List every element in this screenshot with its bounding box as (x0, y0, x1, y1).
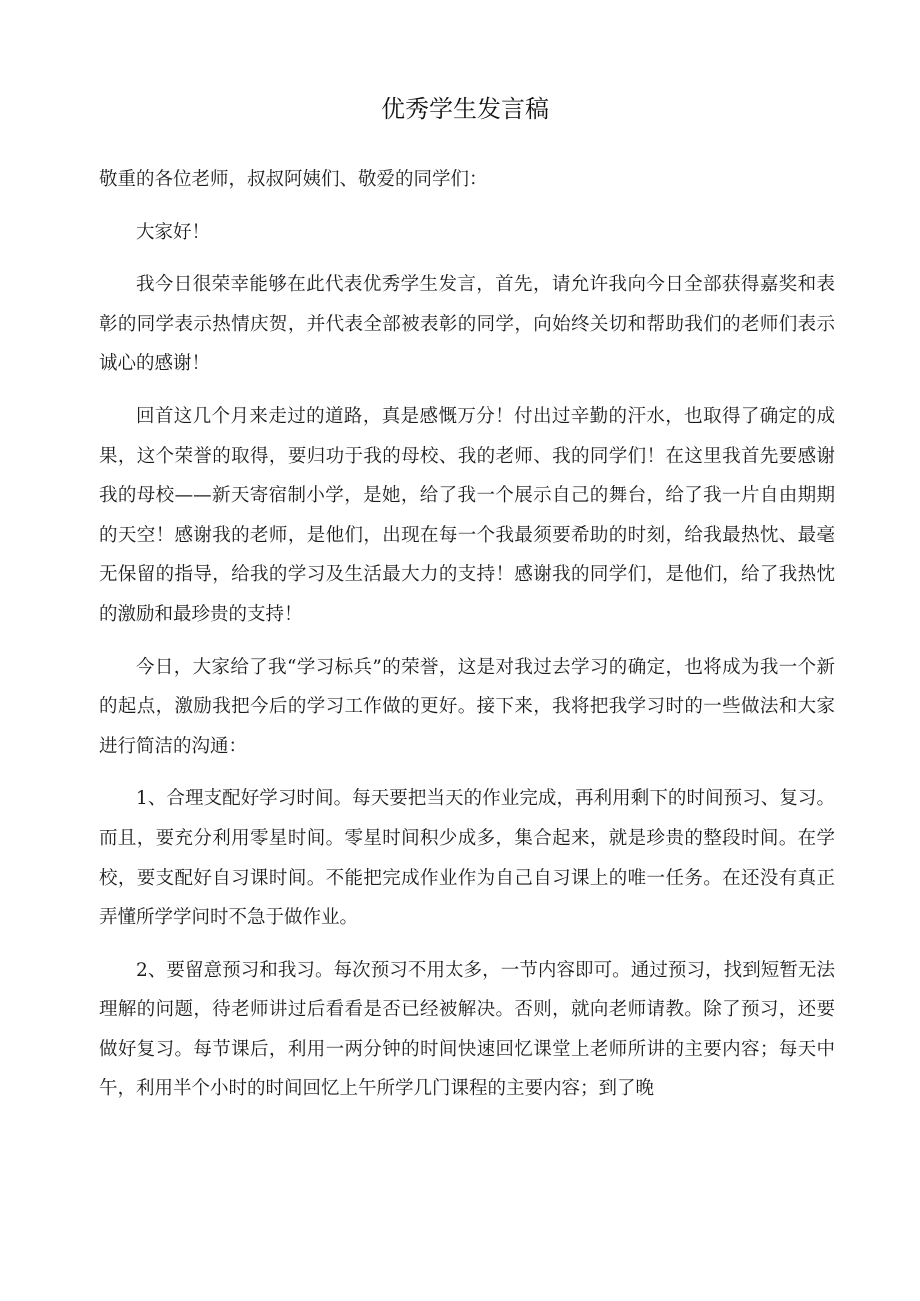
speech-body (99, 160, 835, 1122)
paragraph-tip-time: 1、合理支配好学习时间。每天要把当天的作业完成，再利用剩下的时间预习、复习。而且，要充分利用零星时间。零星时间积少成多，集合起来，就是珍贵的整段时间。在学校，要支配好自习课时间。不能把完成作业作为自己自习课上的唯一任务。在还没有真正弄懂所学学问时不急于做作业。 (99, 788, 835, 929)
greeting: 大家好！ (136, 221, 211, 243)
page-title: 优秀学生发言稿 (381, 95, 549, 123)
paragraph-honor: 今日，大家给了我“学习标兵”的荣誉，这是对我过去学习的确定，也将成为我一个新的起点，激励我把今后的学习工作做的更好。接下来，我将把我学习时的一些做法和大家进行简洁的沟通： (99, 656, 835, 757)
paragraph-reflection: 回首这几个月来走过的道路，真是感慨万分！付出过辛勤的汗水，也取得了确定的成果，这个荣誉的取得，要归功于我的母校、我的老师、我的同学们！在这里我首先要感谢我的母校——新天寄宿制小学，是她，给了我一个展示自己的舞台，给了我一片自由期期的天空！感谢我的老师，是他们，出现在每一个我最须要希助的时刻，给我最热忱、最毫无保留的指导，给我的学习及生活最大力的支持！感谢我的同学们，是他们，给了我热忱的激励和最珍贵的支持！ (99, 405, 835, 625)
salutation: 敬重的各位老师，叔叔阿姨们、敬爱的同学们： (99, 169, 488, 190)
paragraph-tip-preview: 2、要留意预习和我习。每次预习不用太多，一节内容即可。通过预习，找到短暂无法理解的问题，待老师讲过后看看是否已经被解决。否则，就向老师请教。除了预习，还要做好复习。每节课后，利用一两分钟的时间快速回忆课堂上老师所讲的主要内容；每天中午，利用半个小时的时间回忆上午所学几门课程的主要内容；到了晚 (99, 959, 835, 1100)
paragraph-thanks: 我今日很荣幸能够在此代表优秀学生发言，首先，请允许我向今日全部获得嘉奖和表彰的同学表示热情庆贺，并代表全部被表彰的同学，向始终关切和帮助我们的老师们表示诚心的感谢！ (99, 274, 835, 375)
